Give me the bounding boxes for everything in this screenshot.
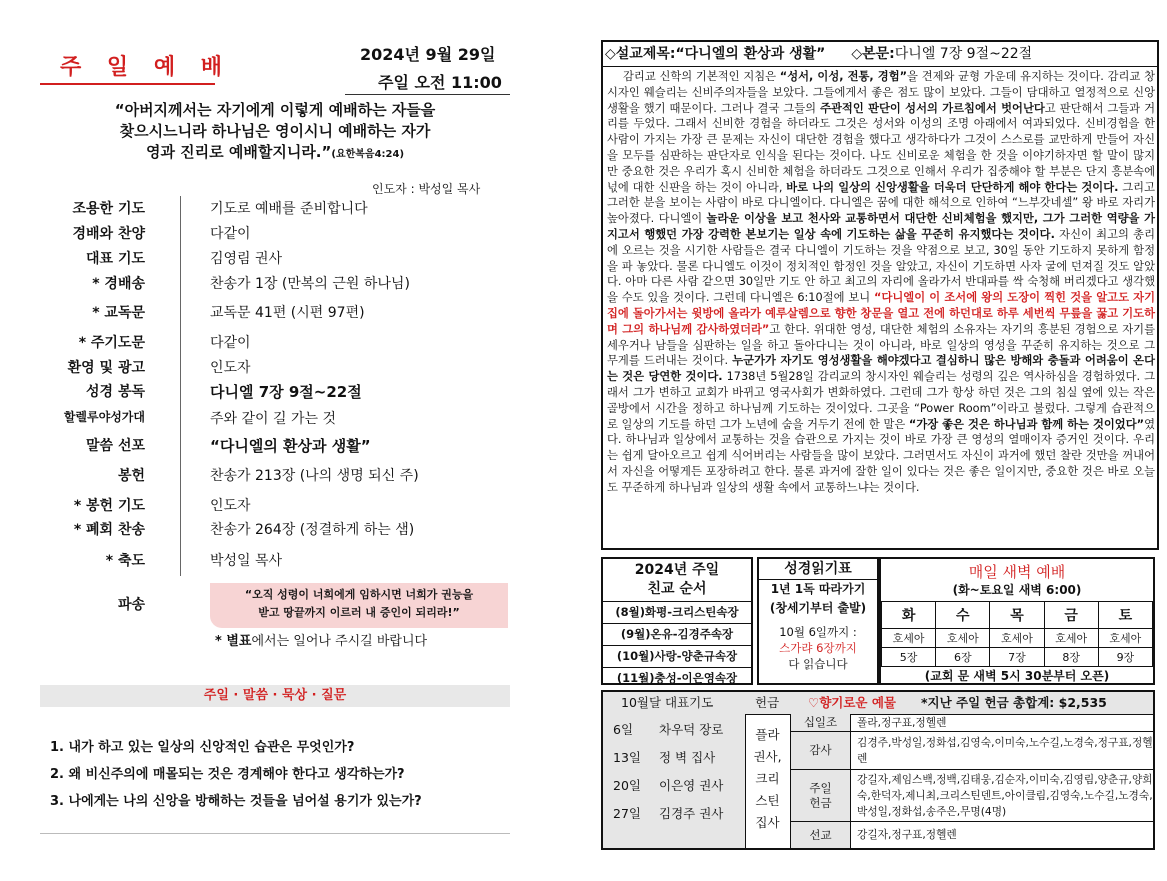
bottom-divider — [40, 833, 510, 834]
dawn-chapter: 9장 — [1098, 648, 1152, 667]
offering-names: 폴라,정구표,정헬렌 — [851, 714, 1153, 732]
fellowship-order-box — [601, 557, 753, 685]
fellowship-row: (11월)충성-이은영속장 — [603, 667, 751, 689]
dawn-book: 호세아 — [1044, 629, 1098, 648]
sermon-text: 자신이 최고의 총리에 오르는 것을 시기한 사람들은 결국 다니엘이 기도하는 것을 약점으로 보고, 30일 동안 기도하지 못하게 함정을 파 놓았다. 물론 다니엘도 이것이 정치적인 함정인 것을 알았고, 자신이 기도하면 사자 굴에 던져질 것도 알았다. 아마 다른 사람 같으면 30일만 기도 안 하고 최고의 자리에 올라가서 반대파를 싹 숙청해 버리겠다고 생각했을 수도 있을 것이다. 그런데 다니엘은 6:10절에 보니 — [607, 227, 1156, 305]
sermon-text: 그리고 그러한 분을 보이는 사람이 바로 다니엘이다. 다니엘은 꿈에 대한 해석으로 인하여 “느부갓네셀” 왕 바로 자리가 높아졌다. 다니엘이 — [607, 180, 1155, 226]
sermon-scripture-quote: “다니엘이 이 조서에 왕의 도장이 찍힌 것을 알고도 자기 집에 돌아가서는 윗방에 올라가 예루살렘으로 향한 창문을 열고 전에 하던대로 하루 세번씩 무릎을 꿇고 기도하며 그의 하나님께 감사하였더라” — [607, 291, 1155, 336]
bible-reading-box — [757, 557, 879, 685]
counter-name-line: 권사, — [753, 749, 782, 764]
offering-names: 김경주,박성일,정화섭,김영숙,이미숙,노수길,노경숙,정구표,정헬렌 — [851, 732, 1153, 770]
sermon-box — [601, 40, 1159, 550]
dawn-chapter: 6장 — [936, 648, 990, 667]
offering-category: 선교 — [791, 822, 851, 848]
rep-prayer-name: 김경주 권사 — [659, 806, 724, 821]
bible-reading-note: 다 읽습니다 — [788, 657, 848, 671]
order-row — [40, 332, 510, 354]
sermon-emphasis: “가장 좋은 것은 하나님과 함께 하는 것이었다” — [908, 417, 1145, 431]
order-item-value: 인도자 — [210, 498, 251, 514]
order-item-name: 봉헌 — [117, 468, 145, 484]
dawn-day: 토 — [1098, 602, 1152, 629]
order-row — [40, 198, 510, 220]
rep-prayer-name: 정 벽 집사 — [659, 750, 716, 765]
order-row — [40, 408, 510, 430]
counter-name-line: 플라 — [755, 727, 780, 742]
counter-name-line: 집사 — [755, 815, 780, 830]
fellowship-row: (10월)사랑-양춘규속장 — [603, 645, 751, 667]
rep-prayer-label: 10월달 대표기도 — [621, 695, 714, 710]
order-item-value: 찬송가 1장 (만복의 근원 하나님) — [210, 276, 410, 292]
sermon-text: 고 한다. 위대한 영성, 대단한 체험의 소유자는 자기의 흥분된 경험으로 자기를 세우거나 남들을 심판하는 일을 하고 돌아다니는 것이 아니라, 바로 일상의 영성을 꾸준히 유지하는 것으로 그 무게를 드러내는 것이다. — [607, 322, 1156, 368]
theme-verse — [60, 100, 490, 165]
sermon-body — [607, 69, 1155, 496]
offering-header — [603, 692, 1153, 715]
sermon-passage: 다니엘 7장 9절~22절 — [894, 46, 1033, 62]
sermon-text: 고 판단해서 그들과 거리를 두었다. 그래서 신비한 경험을 하더라도 그것은 성서와 이성의 조명 아래에서 여과되었다. 신비경험을 한 사람이 가지는 가장 큰 문제는 자신이 대단한 경험을 했다고 생각하다가 그것이 스스로를 교만하게 만들어 자신을 모두를 심판하는 판단자로 인식을 된다는 것이다. 나도 신비로운 체험을 한 것을 이야기하자면 할 말이 많지만 중요한 것은 우리가 혹시 신비한 체험을 하더라도 그것으로 인해서 우리가 집중해야 할 부분은 단지 흥분속에 넋에 대한 신판을 하는 것이 아니라, — [607, 101, 1156, 194]
rep-prayer-date: 20일 — [613, 778, 641, 793]
sermon-text: 였다. 하나님과 일상에서 교통하는 것을 습관으로 가지는 것이 바로 가장 큰 영성의 열매이자 증거인 것이다. 우리는 쉽게 달아오르고 쉽게 식어버리는 사람들을 많이 보았다. 그러면서도 자신이 과거에 했던 찰란 것만을 꺼내어서 자신을 어떻게든 포장하려고 한다. 물론 과거에 잘한 일이 있다는 것은 좋은 일이지만, 중요한 것은 바로 오늘도 꾸준하게 하나님과 일상의 생활 속에서 교통하느냐는 것이다. — [607, 417, 1155, 494]
verse-line — [60, 142, 490, 165]
order-row — [40, 435, 510, 457]
meditation-question: 1. 내가 하고 있는 일상의 신앙적인 습관은 무엇인가? — [50, 740, 355, 755]
rep-prayer-name: 차우덕 장로 — [659, 722, 724, 737]
order-row — [40, 223, 510, 245]
dawn-book: 호세아 — [936, 629, 990, 648]
service-time: 주일 오전 11:00 — [378, 73, 502, 92]
offering-counter-names — [745, 714, 791, 848]
offering-category: 십일조 — [791, 714, 851, 732]
order-item-value: 다같이 — [210, 335, 251, 351]
order-item-value: 교독문 41편 (시편 97편) — [210, 305, 365, 321]
dawn-day: 화 — [882, 602, 936, 629]
bible-reading-note: 스가랴 6장까지 — [779, 641, 857, 655]
offering-label: 헌금 — [755, 695, 780, 710]
dawn-chapter: 7장 — [990, 648, 1044, 667]
meditation-banner: 주일 · 말씀 · 묵상 · 질문 — [40, 685, 510, 707]
order-item-name: * 교독문 — [92, 305, 145, 321]
order-item-name: * 폐회 찬송 — [73, 522, 145, 538]
sermon-header — [603, 42, 1157, 67]
sermon-title: “다니엘의 환상과 생활” — [675, 46, 826, 62]
bible-reading-note: 10월 6일까지 : — [779, 625, 857, 639]
order-row — [40, 248, 510, 270]
order-row — [40, 519, 510, 541]
order-item-value: 박성일 목사 — [210, 553, 283, 569]
verse-line: “아버지께서는 자기에게 이렇게 예배하는 자들을 — [114, 101, 436, 119]
sending-verse-box — [210, 583, 508, 628]
order-row — [40, 465, 510, 487]
dawn-book: 호세아 — [882, 629, 936, 648]
worship-title: 주 일 예 배 — [60, 55, 231, 80]
rep-prayer-date: 27일 — [613, 806, 641, 821]
verse-reference: (요한복음4:24) — [331, 149, 405, 160]
dawn-schedule-table — [881, 601, 1153, 667]
sermon-emphasis: 바로 나의 일상의 신앙생활을 더욱더 단단하게 해야 한다는 것이다. — [786, 180, 1119, 194]
verse-line-text: 영과 진리로 예배할지니라.” — [145, 143, 332, 161]
verse-line: 찾으시느니라 하나님은 영이시니 예배하는 자가 — [119, 122, 431, 140]
fellowship-row: (8월)화평-크리스틴속장 — [603, 601, 751, 623]
order-item-name: * 주기도문 — [78, 335, 145, 351]
order-row — [40, 550, 510, 572]
sending-verse-line: 받고 땅끝까지 이르러 내 증인이 되리라!” — [258, 606, 460, 619]
dawn-worship-subtitle: (화~토요일 새벽 6:00) — [952, 583, 1082, 597]
sermon-text: 감리교 신학의 기본적인 지침은 — [623, 70, 780, 83]
order-item-name: 할렐루야성가대 — [63, 410, 145, 424]
dawn-chapter: 8장 — [1044, 648, 1098, 667]
stand-note-star: * 별표 — [215, 634, 252, 649]
bible-reading-line: (창세기부터 출발) — [769, 601, 867, 615]
order-item-value: “다니엘의 환상과 생활” — [210, 437, 371, 455]
dawn-worship-title: 매일 새벽 예배 — [968, 563, 1066, 581]
offering-names: 강길자,정구표,정헬렌 — [857, 828, 957, 841]
bible-reading-title: 성경읽기표 — [759, 559, 877, 580]
order-item-name: 말씀 선포 — [86, 438, 145, 454]
order-row — [40, 357, 510, 379]
stand-note — [215, 630, 427, 649]
sermon-emphasis: 주관적인 판단이 성서의 가르침에서 벗어난다 — [820, 101, 1045, 115]
rep-prayer-row — [603, 776, 745, 798]
order-item-value: 다니엘 7장 9절~22절 — [210, 383, 362, 401]
fellowship-row: (9월)온유-김경주속장 — [603, 623, 751, 645]
fellowship-title: 2024년 주일 — [634, 562, 720, 578]
sermon-text: 1738년 5월28일 감리교의 창시자인 웨슬리는 성령의 깊은 역사하심을 경험하였다. 그래서 그가 변하고 교회가 바뀌고 영국사회가 변화하였다. 그런데 그가 항상 하던 것은 그의 침실 옆에 있는 작은 골방에서 시간을 정하고 하나님께 기도하는 것이었다. 그곳을 “Power Room”이라고 불렀다. 그렇게 습관적으로 일상의 기도를 하던 그가 노년에 숨을 거두기 전에 한 말은 — [607, 370, 1155, 431]
rep-prayer-row — [603, 720, 745, 742]
rep-prayer-row — [603, 804, 745, 826]
rep-prayer-list — [603, 714, 746, 848]
sermon-emphasis: 놀라운 이상을 보고 천사와 교통하면서 대단한 신비체험을 했지만, 그가 그러한 역량을 가지고서 행했던 가장 강력한 본보기는 일상 속에 기도하는 삶을 꾸준히 유지했다는 것이다. — [607, 212, 1156, 241]
order-row — [40, 495, 510, 517]
order-item-value: 기도로 예배를 준비합니다 — [210, 201, 368, 217]
dawn-day: 금 — [1044, 602, 1098, 629]
rep-prayer-row — [603, 748, 745, 770]
sermon-title-label: ◇설교제목: — [605, 46, 676, 62]
offering-category: 감사 — [791, 732, 851, 770]
meditation-question: 2. 왜 비신주의에 매몰되는 것은 경계해야 한다고 생각하는가? — [50, 767, 405, 782]
bible-reading-line: 1년 1독 따라가기 — [770, 582, 866, 596]
order-item-value: 찬송가 264장 (정결하게 하는 샘) — [210, 522, 415, 538]
offering-category: 주일 헌금 — [791, 770, 851, 822]
order-item-value: 주와 같이 길 가는 것 — [210, 411, 336, 427]
sermon-emphasis: 누군가가 자기도 영성생활을 해야겠다고 결심하니 많은 방해와 충돌과 어려움이 온다는 것은 당연한 것이다. — [607, 354, 1155, 384]
order-item-name: * 축도 — [105, 553, 145, 569]
order-item-name: 대표 기도 — [86, 251, 145, 267]
sending-verse-line: “오직 성령이 너희에게 임하시면 너희가 권능을 — [244, 588, 474, 601]
order-row — [40, 273, 510, 295]
order-item-name: 파송 — [117, 597, 145, 613]
fragrant-offering-label: ♡향기로운 예물 — [808, 695, 897, 710]
fellowship-subtitle: 친교 순서 — [647, 581, 707, 597]
dawn-book: 호세아 — [990, 629, 1044, 648]
order-item-name: 조용한 기도 — [72, 201, 145, 217]
order-item-value: 김영림 권사 — [210, 251, 283, 267]
rep-prayer-name: 이은영 권사 — [659, 778, 724, 793]
offering-box — [601, 690, 1155, 850]
dawn-day: 목 — [990, 602, 1044, 629]
dawn-worship-footer: (교회 문 새벽 5시 30분부터 오픈) — [924, 669, 1110, 683]
sermon-text: 을 견제와 균형 가운데 유지하는 것이다. 감리교 창시자인 웨슬리는 신비주의자들을 보았다. 그들에게서 좋은 점도 많이 보았다. 그들이 담대하고 열정적으로 신앙생활을 했기 때문이다. 그러나 결국 그들의 — [607, 70, 1156, 115]
order-item-name: * 봉헌 기도 — [73, 498, 145, 514]
order-item-value: 다같이 — [210, 226, 251, 242]
rep-prayer-date: 13일 — [613, 750, 641, 765]
worship-leader: 인도자 : 박성일 목사 — [372, 182, 481, 196]
order-item-name: * 경배송 — [92, 276, 145, 292]
dawn-day: 수 — [936, 602, 990, 629]
order-row — [40, 302, 510, 324]
dawn-chapter: 5장 — [882, 648, 936, 667]
service-date: 2024년 9월 29일 — [360, 45, 496, 64]
dawn-worship-box — [879, 557, 1155, 685]
meditation-question: 3. 나에게는 나의 신앙을 방해하는 것들을 넘어설 용기가 있는가? — [50, 794, 422, 809]
header-divider — [345, 94, 510, 95]
stand-note-text: 에서는 일어나 주시길 바랍니다 — [251, 634, 428, 649]
offering-names: 강길자,제임스백,정백,김태웅,김순자,이미숙,김영림,양춘규,양희숙,한덕자,제니최,크리스틴덴트,아이클림,김영숙,노수길,노경숙,박성일,정화섭,송주은,무명(4명) — [851, 770, 1153, 822]
dawn-book: 호세아 — [1098, 629, 1152, 648]
sermon-passage-label: ◇본문: — [851, 46, 895, 62]
order-item-name: 환영 및 광고 — [67, 360, 145, 376]
last-week-total: *지난 주일 헌금 총합계: $2,535 — [921, 695, 1107, 710]
counter-name-line: 크리 — [755, 771, 780, 786]
counter-name-line: 스틴 — [755, 793, 780, 808]
order-row — [40, 381, 510, 403]
order-item-name: 경배와 찬양 — [72, 226, 145, 242]
order-item-value: 찬송가 213장 (나의 생명 되신 주) — [210, 468, 419, 484]
order-item-name: 성경 봉독 — [86, 384, 145, 400]
rep-prayer-date: 6일 — [613, 722, 634, 737]
sermon-emphasis: “성서, 이성, 전통, 경험” — [779, 70, 908, 83]
order-item-value: 인도자 — [210, 360, 251, 376]
title-underline — [40, 83, 215, 85]
